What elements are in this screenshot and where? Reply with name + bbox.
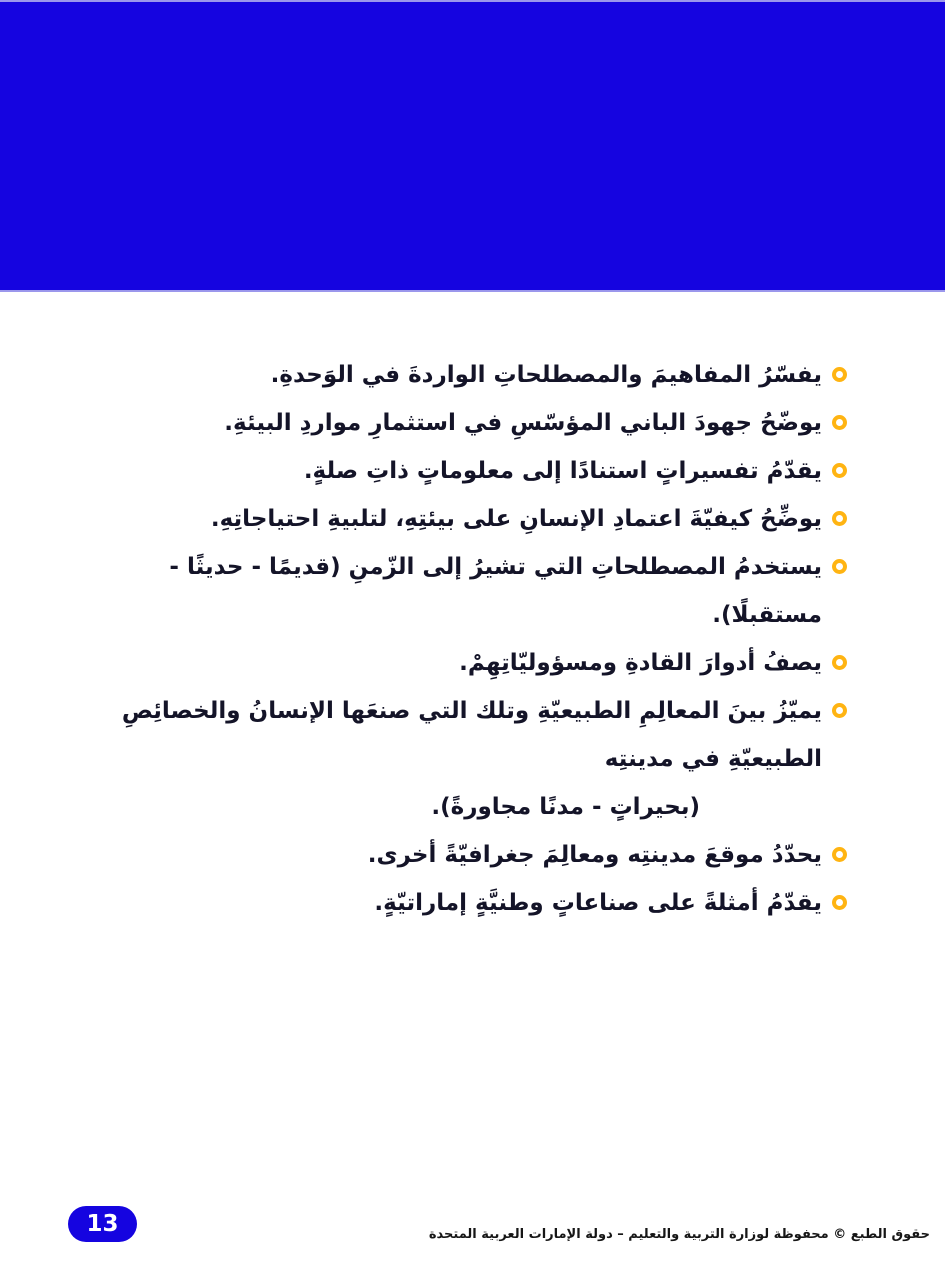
objective-item bbox=[111, 687, 847, 831]
objective-item bbox=[111, 879, 847, 927]
objective-text: يستخدمُ المصطلحاتِ التي تشيرُ إلى الزّمنِ (قديمًا - حديثًا - مستقبلًا). bbox=[169, 554, 822, 628]
bullet-ring-icon bbox=[832, 847, 847, 862]
page-number-badge bbox=[68, 1206, 137, 1242]
objective-text bbox=[111, 687, 822, 831]
bullet-ring-icon bbox=[832, 559, 847, 574]
copyright-footer: حقوق الطبع © محفوظة لوزارة التربية والتعليم – دولة الإمارات العربية المتحدة bbox=[428, 1227, 930, 1242]
objective-item bbox=[111, 399, 847, 447]
bullet-ring-icon bbox=[832, 415, 847, 430]
objective-item bbox=[111, 351, 847, 399]
objective-text: يقدّمُ أمثلةً على صناعاتٍ وطنيَّةٍ إماراتيّةٍ. bbox=[374, 890, 822, 916]
objectives-list bbox=[111, 351, 847, 927]
objective-text-line1: يميّزُ بينَ المعالِمِ الطبيعيّةِ وتلك التي صنعَها الإنسانُ والخصائِصِ الطبيعيّةِ في مدينتِه bbox=[121, 698, 822, 772]
header-banner bbox=[0, 0, 945, 292]
objective-text: يوضّحُ جهودَ الباني المؤسّسِ في استثمارِ مواردِ البيئةِ. bbox=[224, 410, 822, 436]
objective-item bbox=[111, 639, 847, 687]
objective-text: يحدّدُ موقعَ مدينتِه ومعالِمَ جغرافيّةً أخرى. bbox=[367, 842, 822, 868]
objective-text: يقدّمُ تفسيراتٍ استنادًا إلى معلوماتٍ ذاتِ صلةٍ. bbox=[303, 458, 822, 484]
bullet-ring-icon bbox=[832, 463, 847, 478]
objective-item bbox=[111, 543, 847, 639]
objective-item bbox=[111, 831, 847, 879]
page-number-label: 13 bbox=[86, 1211, 119, 1237]
bullet-ring-icon bbox=[832, 895, 847, 910]
objective-item bbox=[111, 447, 847, 495]
bullet-ring-icon bbox=[832, 655, 847, 670]
objective-text: يصفُ أدوارَ القادةِ ومسؤوليّاتِهِمْ. bbox=[459, 650, 822, 676]
bullet-ring-icon bbox=[832, 703, 847, 718]
bullet-ring-icon bbox=[832, 511, 847, 526]
objective-text: يوضِّحُ كيفيّةَ اعتمادِ الإنسانِ على بيئتِهِ، لتلبيةِ احتياجاتِهِ. bbox=[210, 506, 822, 532]
objective-item bbox=[111, 495, 847, 543]
objective-text-line2: (بحيراتٍ - مدنًا مجاورةً). bbox=[431, 794, 700, 820]
objective-text: يفسّرُ المفاهيمَ والمصطلحاتِ الواردةَ في الوَحدةِ. bbox=[270, 362, 822, 388]
bullet-ring-icon bbox=[832, 367, 847, 382]
